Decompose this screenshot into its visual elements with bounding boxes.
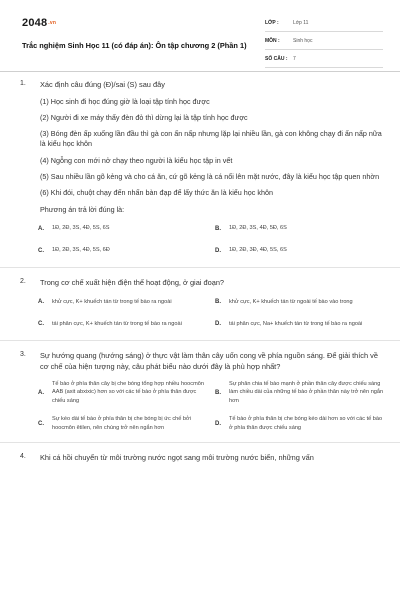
option-letter: A. bbox=[38, 389, 44, 396]
answer-option-b[interactable] bbox=[215, 223, 385, 235]
question-number: 1. bbox=[20, 80, 26, 87]
statement: (4) Ngỗng con mới nở chạy theo người là kiểu học tập in vết bbox=[40, 155, 233, 165]
meta-row-class bbox=[265, 17, 383, 32]
option-text: Sự kéo dài tế bào ở phía thân bị che bóng bị ức chế bởi hoocmôn êtilen, nên chúng trở nên ngắn hơn bbox=[52, 416, 191, 431]
option-letter: A. bbox=[38, 299, 44, 306]
option-text: tái phân cực, K+ khuếch tán từ trong tế bào ra ngoài bbox=[52, 320, 182, 327]
option-letter: D. bbox=[215, 321, 221, 328]
page-title: Trắc nghiệm Sinh Học 11 (có đáp án): Ôn tập chương 2 (Phần 1) bbox=[22, 41, 247, 50]
statement: (1) Học sinh đi học đúng giờ là loại tập tính học được bbox=[40, 96, 210, 106]
option-text: 1Đ, 2Đ, 3S, 4Đ, 5S, 6S bbox=[52, 225, 110, 232]
option-letter: B. bbox=[215, 389, 221, 396]
question-3 bbox=[20, 351, 385, 432]
question-4 bbox=[20, 453, 385, 464]
question-text: Trong cơ chế xuất hiện điện thế hoạt động, ở giai đoạn? bbox=[40, 277, 225, 287]
question-divider bbox=[0, 267, 400, 268]
answer-option-d[interactable] bbox=[215, 245, 385, 257]
option-text: tái phân cực, Na+ khuếch tán từ trong tế bào ra ngoài bbox=[229, 320, 363, 327]
option-letter: B. bbox=[215, 299, 221, 306]
question-number: 4. bbox=[20, 453, 26, 461]
answer-options bbox=[38, 380, 385, 432]
answer-option-a[interactable] bbox=[38, 223, 208, 235]
answer-option-c[interactable] bbox=[38, 318, 208, 330]
option-text: Tế bào ở phía thân cây bị che bóng tổng hợp nhiều hoocmôn AAB (axit abxixic) hơn so với các tế bào ở phía thân được chiếu sáng bbox=[52, 381, 204, 404]
option-text: khử cực, K+ khuếch tán từ trong tế bào ra ngoài bbox=[52, 298, 172, 305]
option-text: 1Đ, 2Đ, 3Đ, 4Đ, 5S, 6S bbox=[229, 247, 287, 254]
answer-option-c[interactable] bbox=[38, 415, 208, 432]
question-number: 3. bbox=[20, 351, 26, 359]
statement: (2) Người đi xe máy thấy đèn đỏ thì dừng lại là tập tính học được bbox=[40, 112, 248, 122]
answer-options bbox=[38, 223, 385, 257]
question-text: Xác định câu đúng (Đ)/sai (S) sau đây bbox=[40, 80, 165, 89]
page-header bbox=[10, 8, 390, 70]
answer-option-b[interactable] bbox=[215, 296, 385, 308]
meta-row-subject bbox=[265, 35, 383, 50]
option-text: 1Đ, 2Đ, 3S, 4Đ, 5S, 6Đ bbox=[52, 247, 110, 254]
meta-value: 7 bbox=[293, 56, 296, 62]
meta-row-count bbox=[265, 53, 383, 68]
logo-suffix: .vn bbox=[48, 20, 57, 27]
answer-option-a[interactable] bbox=[38, 380, 208, 405]
statement: (5) Sau nhiều lần gõ kẻng và cho cá ăn, cứ gõ kẻng là cá nổi lên mặt nước, đây là kiểu học tập quen nhờn bbox=[40, 171, 380, 181]
answer-options bbox=[38, 296, 385, 330]
meta-value: Lớp 11 bbox=[293, 20, 309, 26]
option-letter: D. bbox=[215, 420, 221, 427]
question-1 bbox=[20, 80, 385, 257]
statement: (3) Bóng đèn ấp xuống lần đầu thì gà con ấn nấp nhưng lặp lại nhiều lần, gà con không chạy đi ấn nấp nữa là kiểu học khôn bbox=[40, 129, 382, 149]
question-2 bbox=[20, 278, 385, 331]
meta-key: MÔN : bbox=[265, 38, 280, 44]
answer-option-d[interactable] bbox=[215, 318, 385, 330]
question-number: 2. bbox=[20, 277, 26, 285]
option-text: Sự phân chia tế bào mạnh ở phần thân cây được chiếu sáng làm chiều dài của những tế bào ở phần thân này trở nên ngắn hơn bbox=[229, 381, 384, 404]
answer-option-d[interactable] bbox=[215, 415, 385, 432]
option-text: khử cực, K+ khuếch tán từ ngoài tế bào vào trong bbox=[229, 298, 353, 305]
answer-option-c[interactable] bbox=[38, 245, 208, 257]
option-letter: C. bbox=[38, 420, 44, 427]
option-letter: C. bbox=[38, 247, 44, 254]
answer-prompt: Phương án trả lời đúng là: bbox=[40, 204, 125, 214]
option-letter: A. bbox=[38, 225, 44, 232]
option-letter: B. bbox=[215, 225, 221, 232]
option-letter: C. bbox=[38, 321, 44, 328]
site-logo[interactable] bbox=[22, 17, 56, 29]
logo-number: 2048 bbox=[22, 17, 48, 29]
meta-value: Sinh học bbox=[293, 38, 313, 44]
option-text: 1Đ, 2Đ, 3S, 4Đ, 5Đ, 6S bbox=[229, 225, 287, 232]
header-divider bbox=[0, 71, 400, 72]
question-text: Khi cá hồi chuyển từ môi trường nước ngọt sang môi trường nước biển, những vấn bbox=[40, 453, 314, 463]
option-text: Tế bào ở phía thân bị che bóng kéo dài hơn so với các tế bào ở phía thân được chiếu sáng bbox=[229, 416, 383, 431]
meta-key: SỐ CÂU : bbox=[265, 56, 288, 62]
question-list bbox=[20, 80, 385, 474]
quiz-meta bbox=[265, 17, 383, 71]
question-divider bbox=[0, 442, 400, 443]
question-divider bbox=[0, 340, 400, 341]
answer-option-b[interactable] bbox=[215, 380, 385, 405]
question-text: Sự hướng quang (hướng sáng) ở thực vật làm thân cây uốn cong về phía nguồn sáng. Để giải thích về cơ chế của hiện tượng này, câu phát biểu nào dưới đây là phù hợp nhất? bbox=[40, 351, 378, 371]
meta-key: LỚP : bbox=[265, 20, 279, 26]
answer-option-a[interactable] bbox=[38, 296, 208, 308]
statement: (6) Khi đói, chuột chạy đến nhấn bàn đạp để lấy thức ăn là kiểu học khôn bbox=[40, 188, 273, 198]
option-letter: D. bbox=[215, 247, 221, 254]
